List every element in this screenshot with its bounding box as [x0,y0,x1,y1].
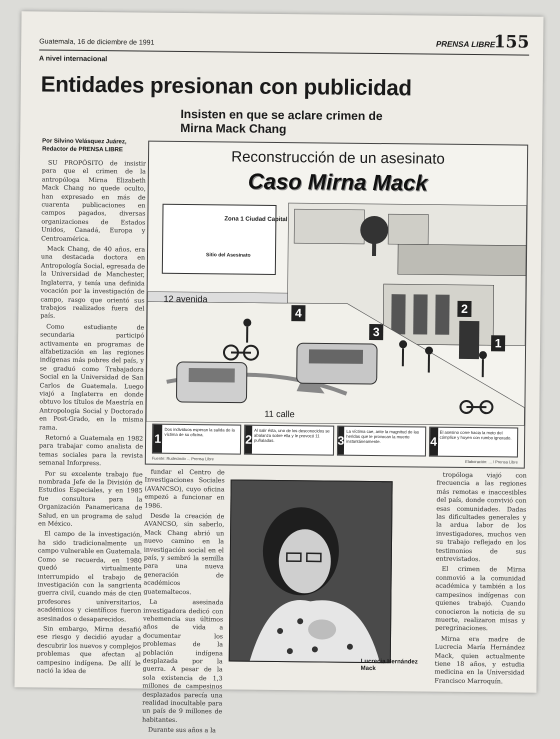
article-paragraph: El campo de la investigación, ha sido tradicionalmente un campo vulnerable en Guatemala. Como se recuerda, en 1980 quedó virtualmente interrumpido el trabajo de investigación con la sangrienta guerra civil, cuando más de cien profesores universitarios, académicos y científicos fueron asesinados o desaparecidos. [37,531,142,625]
newspaper-page [14,11,543,692]
step-number: 2 [245,426,252,454]
page-header [39,31,529,55]
portrait-image [230,481,392,663]
article-column-middle [143,469,225,668]
graphic-title: Reconstrucción de un asesinato [149,148,527,169]
issue-date: Guatemala, 16 de diciembre de 1991 [39,38,154,46]
step-number: 3 [337,427,344,455]
marker-2: 2 [457,301,471,317]
article-paragraph: Durante sus años a la [142,727,222,736]
photo-caption: Lucrecia Hernández Mack [361,659,425,674]
byline: Por Silvino Velásquez Juárez, Redactor de PRENSA LIBRE [42,138,142,155]
step-text: El asesino corre hacia la moto del cómplice y huyen con rumbo ignorado. [437,428,517,457]
headline: Entidades presionan con publicidad [41,71,531,102]
step-item [244,425,334,456]
article-paragraph: Como estudiante de secundaria participó activamente en programas de alfabetización en las regiones indígenas más pobres del país, y se graduó como Trabajadora Social en la Universidad de San Carlos de Guatemala. Luego viajó a Inglaterra en donde obtuvo los títulos de Maestría en Antropología Social y Doctorado en Post-Grado, en la misma rama. [39,323,144,433]
crime-reconstruction-graphic [145,141,528,469]
section-label: A nivel internacional [39,55,107,63]
marker-1: 1 [491,335,505,351]
step-text: La víctima cae, ante la magnitud de las heridas que le provocan la muerte instantáneamente. [344,427,425,456]
article-paragraph: Mack Chang, de 40 años, era una destacada doctora en Antropología Social, egresada de la Universidad de Manchester, Inglaterra, y tenía una definida vocación por la investigación de campo, rasgo que orientó sus trabajos realizados fuera del país. [40,246,145,323]
article-paragraph: Sin embargo, Mirna desafió ese riesgo y decidió ayudar a descubrir los nuevos y complejos problemas que afectan al campesino indígena. De allí le nació la idea de [37,625,142,677]
article-paragraph: Desde la creación de AVANCSO, sin saberlo, Mack Chang abrió un nuevo camino en la investigación social en el país, y sembró la semilla para una nueva generación de académicos guatemaltecos. [143,513,224,598]
article-paragraph: Por su excelente trabajo fue nombrada Jefe de la División de Estudios Especiales, y en 1985 fue consultora para la Organización Panamericana de Salud, en un programa de salud en México. [38,470,143,530]
credit-design: Elaboración: ... / Prensa Libre [465,459,518,465]
step-text: Al salir ésta, uno de los desconocidos se abalanza sobre ella y le provocó 11 puñaladas. [252,426,333,455]
newspaper-name: PRENSA LIBRE [436,40,495,50]
page-number: 155 [494,32,530,52]
step-item [429,427,519,458]
article-paragraph: El crimen de Mirna conmovió a la comunidad académica y también a los campesinos indígenas con quienes trabajó. Cuando conocieron la noticia de su muerte, realizaron misas y peregrinaciones. [435,566,526,634]
step-item [152,424,242,455]
location-map-inset [162,204,277,275]
reconstruction-steps [152,424,518,458]
article-paragraph: Mirna era madre de Lucrecia María Hernández Mack, quien actualmente tiene 18 años, y estudia medicina en la Universidad Francisco Marroquín. [435,635,526,686]
sitio-label: Sitio del Asesinato [206,252,251,258]
zona-label: Zona 1 Ciudad Capital [224,216,287,224]
article-paragraph: Retornó a Guatemala en 1982 para trabajar como analista de temas sociales para la revista semanal Inforpress. [39,434,143,469]
step-item [336,426,426,457]
credit-source: Fuente: Rudecindo ... Prensa Libre [152,456,214,462]
marker-3: 3 [369,324,383,340]
article-column-right [435,472,527,673]
portrait-photo [229,480,393,664]
graphic-subtitle: Caso Mirna Mack [149,168,527,198]
step-number: 1 [153,425,163,453]
article-paragraph: SU PROPÓSITO de insistir para que el crimen de la antropóloga Mirna Elizabeth Mack Chang no quede oculto, han expresado en más de cuarenta publicaciones en campos pagados, diversas organizaciones de Estados Unidos, Canadá, Europa y Centroamérica. [41,160,146,245]
article-paragraph: fundar el Centro de Investigaciones Sociales (AVANCSO), cuyo oficina empezó a funcionar en 1986. [144,469,224,512]
article-column-left [37,160,146,666]
subheadline: Insisten en que se aclare crimen de Mirna Mack Chang [180,107,390,137]
step-number: 4 [430,428,438,456]
article-paragraph: La asesinada investigadora dedicó con vehemencia sus últimos años de vida a documentar los problemas de la población indígena desplazada por la guerra. A pesar de la sola existencia de 1,3 millones de campesinos desplazados parecía una realidad inocultable para un país de 9 millones de habitantes. [142,599,223,726]
street-label-11-calle: 11 calle [264,409,294,419]
article-paragraph: tropóloga viajó con frecuencia a las regiones más remotas e inaccesibles del país, donde convivió con esas comunidades. Dadas las dificultades generales y la ardua labor de los investigadores, muchos ven su trabajo reflejado en los testimonios de sus entrevistados. [436,472,527,565]
step-text: Dos individuos esperan la salida de la víctima de su oficina. [162,425,240,454]
street-label-12-avenida: 12 avenida [163,294,207,304]
marker-4: 4 [291,305,305,321]
